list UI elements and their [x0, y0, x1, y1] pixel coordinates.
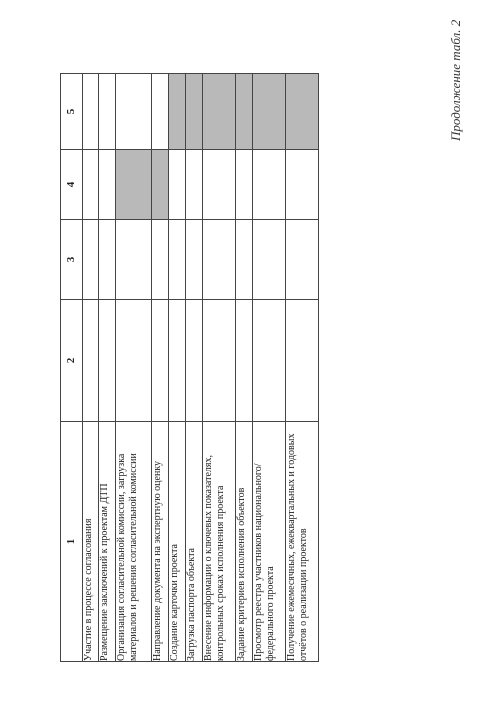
- mark-cell-col-2: [186, 300, 203, 422]
- mark-cell-col-2: [83, 300, 99, 422]
- data-table: [60, 73, 319, 662]
- table-row: [99, 74, 116, 662]
- activity-cell: Получение ежемесячных, ежеквартальных и годовых отчётов о реализации проектов: [286, 422, 319, 662]
- header-col-5: 5: [61, 74, 83, 150]
- table-row: [253, 74, 286, 662]
- table-row: [152, 74, 169, 662]
- activity-cell: Задание критериев исполнения объектов: [236, 422, 253, 662]
- mark-cell-col-3: [83, 220, 99, 300]
- mark-cell-col-2: [286, 300, 319, 422]
- table-caption: Продолжение табл. 2: [448, 19, 463, 141]
- table-row: [203, 74, 236, 662]
- mark-cell-col-5: [286, 74, 319, 150]
- table-row: [169, 74, 186, 662]
- mark-cell-col-3: [169, 220, 186, 300]
- table-row: [286, 74, 319, 662]
- mark-cell-col-5: [236, 74, 253, 150]
- mark-cell-col-3: [203, 220, 236, 300]
- mark-cell-col-2: [203, 300, 236, 422]
- mark-cell-col-3: [99, 220, 116, 300]
- mark-cell-col-4: [236, 150, 253, 220]
- header-row: [61, 74, 83, 662]
- mark-cell-col-2: [253, 300, 286, 422]
- activity-cell: Внесение информации о ключевых показателях, контрольных сроках исполнения проекта: [203, 422, 236, 662]
- mark-cell-col-2: [99, 300, 116, 422]
- header-col-4: 4: [61, 150, 83, 220]
- activity-cell: Участие в процессе согласования: [83, 422, 99, 662]
- table-row: [83, 74, 99, 662]
- mark-cell-col-3: [236, 220, 253, 300]
- mark-cell-col-4: [99, 150, 116, 220]
- mark-cell-col-4: [152, 150, 169, 220]
- table-row: [236, 74, 253, 662]
- mark-cell-col-4: [116, 150, 152, 220]
- mark-cell-col-5: [116, 74, 152, 150]
- header-col-2: 2: [61, 300, 83, 422]
- table-body: [83, 74, 319, 662]
- activity-cell: Размещение заключений к проектам ДТП: [99, 422, 116, 662]
- mark-cell-col-4: [253, 150, 286, 220]
- mark-cell-col-3: [152, 220, 169, 300]
- mark-cell-col-2: [169, 300, 186, 422]
- table-row: [186, 74, 203, 662]
- mark-cell-col-3: [253, 220, 286, 300]
- mark-cell-col-2: [236, 300, 253, 422]
- mark-cell-col-4: [186, 150, 203, 220]
- mark-cell-col-3: [186, 220, 203, 300]
- mark-cell-col-4: [83, 150, 99, 220]
- mark-cell-col-5: [99, 74, 116, 150]
- mark-cell-col-3: [286, 220, 319, 300]
- activity-cell: Направление документа на экспертную оценку: [152, 422, 169, 662]
- mark-cell-col-4: [286, 150, 319, 220]
- activity-cell: Организация согласительной комиссии, загрузка материалов и решения согласительной комиссии: [116, 422, 152, 662]
- mark-cell-col-5: [186, 74, 203, 150]
- mark-cell-col-5: [83, 74, 99, 150]
- mark-cell-col-3: [116, 220, 152, 300]
- activity-cell: Просмотр реестра участников национального/федерального проекта: [253, 422, 286, 662]
- mark-cell-col-5: [152, 74, 169, 150]
- mark-cell-col-5: [253, 74, 286, 150]
- activity-cell: Загрузка паспорта объекта: [186, 422, 203, 662]
- mark-cell-col-5: [203, 74, 236, 150]
- mark-cell-col-4: [169, 150, 186, 220]
- activity-cell: Создание карточки проекта: [169, 422, 186, 662]
- header-col-3: 3: [61, 220, 83, 300]
- mark-cell-col-5: [169, 74, 186, 150]
- header-col-1: 1: [61, 422, 83, 662]
- mark-cell-col-4: [203, 150, 236, 220]
- mark-cell-col-2: [152, 300, 169, 422]
- table-row: [116, 74, 152, 662]
- mark-cell-col-2: [116, 300, 152, 422]
